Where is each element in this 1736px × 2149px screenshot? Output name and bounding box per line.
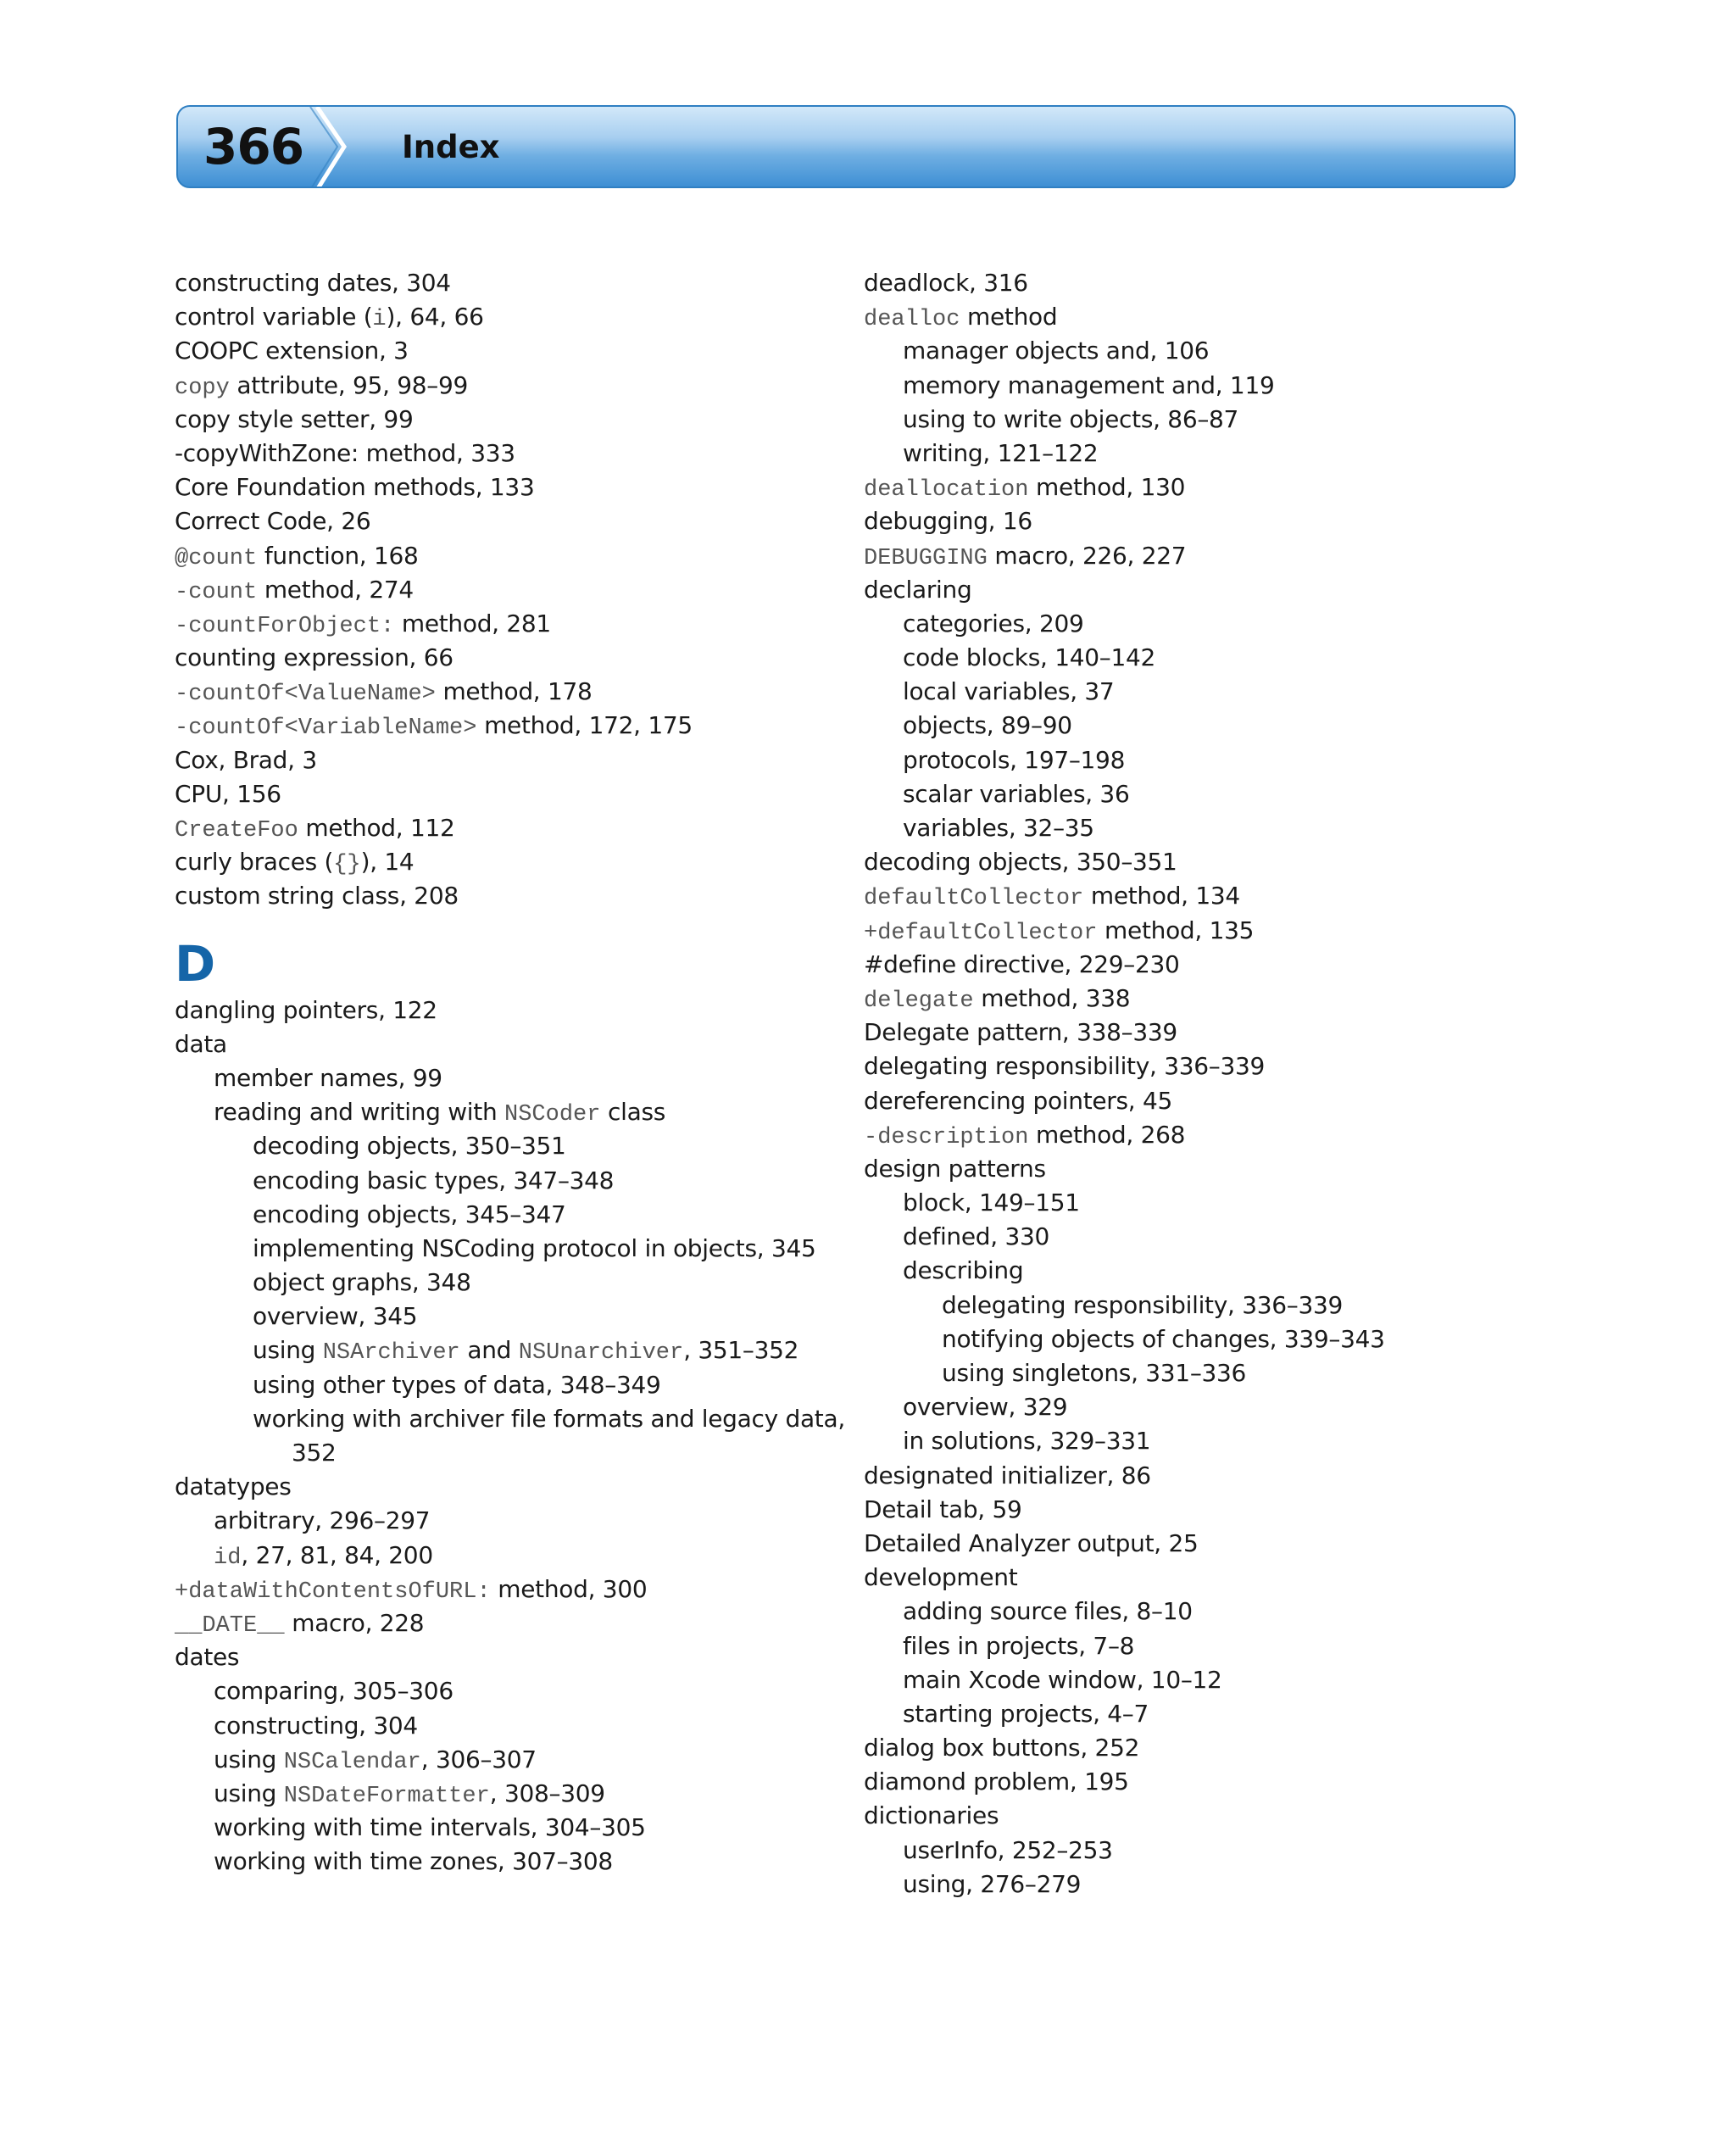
- entry-text: working with time zones, 307–308: [214, 1847, 613, 1876]
- index-entry: [864, 1799, 1627, 1833]
- index-entry: [864, 1595, 1627, 1628]
- index-entry: [864, 914, 1627, 948]
- index-entry: [864, 470, 1627, 504]
- entry-text: arbitrary, 296–297: [214, 1506, 431, 1535]
- entry-text: dictionaries: [864, 1801, 999, 1830]
- entry-text: encoding objects, 345–347: [253, 1200, 566, 1228]
- index-entry: [175, 1198, 819, 1232]
- index-entry: [864, 879, 1627, 913]
- entry-text: starting projects, 4–7: [903, 1699, 1149, 1728]
- entry-text: ), 14: [360, 848, 415, 877]
- entry-text: COOPC extension, 3: [175, 337, 409, 365]
- entry-text: method, 274: [257, 575, 414, 604]
- entry-text: using, 276–279: [903, 1869, 1082, 1898]
- entry-text: dates: [175, 1643, 240, 1672]
- index-entry: [864, 1663, 1627, 1697]
- entry-text: , 306–307: [420, 1745, 537, 1773]
- entry-text: using: [214, 1745, 284, 1773]
- entry-text: delegating responsibility, 336–339: [864, 1052, 1265, 1081]
- index-entry: [175, 1811, 819, 1845]
- index-entry: [864, 1322, 1627, 1356]
- entry-text: curly braces (: [175, 848, 334, 877]
- code-term: -countOf<ValueName>: [175, 682, 436, 708]
- entry-text: Detailed Analyzer output, 25: [864, 1528, 1199, 1557]
- entry-text: , 27, 81, 84, 200: [241, 1540, 433, 1569]
- code-term: -countForObject:: [175, 613, 395, 639]
- index-entry: [175, 1606, 819, 1640]
- entry-text: class: [600, 1098, 666, 1127]
- entry-text: macro, 226, 227: [987, 541, 1187, 570]
- entry-text: overview, 329: [903, 1393, 1068, 1422]
- entry-text: member names, 99: [214, 1063, 442, 1092]
- entry-text: Delegate pattern, 338–339: [864, 1018, 1177, 1047]
- entry-text: attribute, 95, 98–99: [229, 370, 469, 399]
- entry-text: counting expression, 66: [175, 643, 453, 672]
- entry-text: method, 338: [973, 983, 1131, 1012]
- code-term: NSArchiver: [322, 1340, 460, 1367]
- index-entry: [864, 403, 1627, 437]
- index-entry: [175, 1743, 819, 1777]
- entry-text: objects, 89–90: [903, 711, 1072, 740]
- entry-text: using: [214, 1779, 284, 1807]
- index-entry: [175, 994, 819, 1027]
- code-term: id: [214, 1545, 242, 1571]
- index-entry: [864, 1084, 1627, 1118]
- entry-text: method, 135: [1097, 916, 1255, 944]
- index-entry: [175, 1266, 819, 1300]
- code-term: {}: [333, 852, 361, 878]
- entry-text: method, 112: [298, 814, 455, 842]
- code-term: DEBUGGING: [864, 545, 988, 571]
- index-entry: [864, 1424, 1627, 1458]
- index-entry: [175, 470, 819, 504]
- index-entry: [864, 1289, 1627, 1322]
- entry-text: decoding objects, 350–351: [864, 848, 1177, 877]
- index-entry: [175, 811, 819, 845]
- index-entry: [864, 1459, 1627, 1493]
- code-term: copy: [175, 375, 230, 401]
- entry-text: encoding basic types, 347–348: [253, 1166, 615, 1194]
- entry-text: design patterns: [864, 1154, 1046, 1183]
- index-entry: [175, 504, 819, 538]
- entry-text: and: [459, 1336, 519, 1365]
- index-entry: [175, 300, 819, 334]
- entry-text: protocols, 197–198: [903, 745, 1126, 774]
- entry-text: adding source files, 8–10: [903, 1597, 1193, 1626]
- header-chevron-divider: [178, 107, 1516, 188]
- entry-text: describing: [903, 1256, 1024, 1285]
- code-term: NSCalendar: [283, 1749, 421, 1775]
- index-entry: [864, 607, 1627, 641]
- index-entry: [864, 709, 1627, 743]
- entry-text: macro, 228: [284, 1608, 425, 1637]
- index-entry: [864, 437, 1627, 470]
- section-title: Index: [402, 129, 500, 165]
- index-entry: [175, 1845, 819, 1879]
- index-entry: [175, 1436, 819, 1470]
- code-term: defaultCollector: [864, 886, 1084, 912]
- entry-text: deadlock, 316: [864, 269, 1028, 297]
- index-entry: [864, 1016, 1627, 1049]
- page-header-bar: [176, 105, 1516, 188]
- index-entry: [175, 1674, 819, 1708]
- index-entry: [864, 982, 1627, 1016]
- entry-text: categories, 209: [903, 609, 1084, 637]
- code-term: __DATE__: [175, 1612, 285, 1639]
- index-entry: [864, 845, 1627, 879]
- code-term: +defaultCollector: [864, 920, 1098, 946]
- index-entry: [175, 709, 819, 743]
- entry-text: code blocks, 140–142: [903, 643, 1155, 672]
- entry-text: Correct Code, 26: [175, 507, 371, 536]
- index-entry: [864, 675, 1627, 709]
- index-entry: [175, 607, 819, 641]
- entry-text: designated initializer, 86: [864, 1461, 1151, 1489]
- index-entry: [864, 1493, 1627, 1527]
- index-entry: [864, 743, 1627, 777]
- index-entry: [175, 845, 819, 879]
- index-entry: [864, 1220, 1627, 1254]
- index-entry: [864, 300, 1627, 334]
- entry-text: Cox, Brad, 3: [175, 745, 317, 774]
- entry-text: variables, 32–35: [903, 814, 1094, 842]
- page-number: 366: [203, 118, 304, 175]
- entry-text: using: [253, 1336, 323, 1365]
- index-entry: [175, 1709, 819, 1743]
- entry-text: datatypes: [175, 1473, 292, 1501]
- entry-text: defined, 330: [903, 1222, 1050, 1251]
- index-entry: [864, 573, 1627, 607]
- entry-text: files in projects, 7–8: [903, 1631, 1135, 1660]
- code-term: delegate: [864, 988, 974, 1014]
- entry-text: using to write objects, 86–87: [903, 404, 1239, 433]
- entry-text: , 351–352: [683, 1336, 799, 1365]
- entry-text: local variables, 37: [903, 677, 1115, 706]
- entry-text: method, 172, 175: [476, 711, 693, 740]
- code-term: NSCoder: [504, 1102, 601, 1128]
- index-entry: [175, 1640, 819, 1674]
- entry-text: -copyWithZone: method, 333: [175, 438, 515, 467]
- index-entry: [864, 1561, 1627, 1595]
- index-entry: [864, 1629, 1627, 1663]
- entry-text: memory management and, 119: [903, 370, 1275, 399]
- index-entry: [864, 1527, 1627, 1561]
- index-entry: [864, 948, 1627, 982]
- entry-text: userInfo, 252–253: [903, 1835, 1113, 1864]
- entry-text: in solutions, 329–331: [903, 1427, 1151, 1456]
- index-entry: [864, 1356, 1627, 1390]
- entry-text: debugging, 16: [864, 507, 1032, 536]
- index-entry: [175, 437, 819, 470]
- index-entry: [175, 1777, 819, 1811]
- code-term: NSDateFormatter: [283, 1783, 490, 1809]
- index-entry: [864, 1254, 1627, 1288]
- entry-text: diamond problem, 195: [864, 1768, 1129, 1796]
- entry-text: Detail tab, 59: [864, 1495, 1022, 1523]
- index-entry: [864, 777, 1627, 811]
- index-entry: [864, 811, 1627, 845]
- index-entry: [864, 1049, 1627, 1083]
- index-entry: [864, 369, 1627, 403]
- code-term: @count: [175, 545, 258, 571]
- entry-text: dialog box buttons, 252: [864, 1734, 1140, 1762]
- entry-text: notifying objects of changes, 339–343: [942, 1324, 1385, 1353]
- index-entry: [175, 1573, 819, 1606]
- index-entry: [864, 1697, 1627, 1731]
- index-entry: [175, 1368, 819, 1402]
- index-entry: [175, 1232, 819, 1266]
- index-entry: [864, 1118, 1627, 1152]
- entry-text: object graphs, 348: [253, 1268, 471, 1297]
- index-entry: [175, 1402, 845, 1436]
- index-entry: [864, 1390, 1627, 1424]
- index-entry: [864, 1834, 1627, 1868]
- index-entry: [175, 539, 819, 573]
- entry-text: #define directive, 229–230: [864, 949, 1180, 978]
- code-term: dealloc: [864, 307, 960, 333]
- entry-text: method, 268: [1028, 1120, 1186, 1149]
- index-entry: [175, 573, 819, 607]
- entry-text: function, 168: [257, 541, 419, 570]
- index-entry: [864, 1186, 1627, 1220]
- entry-text: method, 178: [435, 677, 593, 706]
- index-entry: [175, 1129, 819, 1163]
- entry-text: dangling pointers, 122: [175, 995, 437, 1024]
- entry-text: method, 281: [394, 609, 551, 637]
- entry-text: using singletons, 331–336: [942, 1359, 1247, 1387]
- code-term: NSUnarchiver: [518, 1340, 684, 1367]
- entry-text: working with time intervals, 304–305: [214, 1813, 646, 1842]
- entry-text: constructing dates, 304: [175, 269, 451, 297]
- entry-text: custom string class, 208: [175, 882, 459, 910]
- entry-text: ), 64, 66: [386, 303, 484, 331]
- entry-text: comparing, 305–306: [214, 1677, 453, 1706]
- entry-text: control variable (: [175, 303, 373, 331]
- index-entry: [175, 403, 819, 437]
- index-column-right: [864, 266, 1627, 1901]
- index-letter-heading: D: [175, 934, 216, 993]
- index-entry: [175, 1300, 819, 1333]
- index-entry: [864, 1152, 1627, 1186]
- index-entry: [175, 1027, 819, 1061]
- entry-text: dereferencing pointers, 45: [864, 1086, 1173, 1115]
- entry-text: method, 134: [1083, 882, 1240, 910]
- entry-text: decoding objects, 350–351: [253, 1132, 566, 1161]
- entry-text: working with archiver file formats and legacy data,: [253, 1404, 845, 1433]
- index-entry: [864, 1731, 1627, 1765]
- code-term: -count: [175, 579, 258, 605]
- index-entry: [864, 1868, 1627, 1901]
- index-entry: [175, 641, 819, 675]
- entry-text: constructing, 304: [214, 1711, 418, 1740]
- index-entry: [864, 539, 1627, 573]
- index-entry: [175, 1470, 819, 1504]
- index-entry: [175, 1504, 819, 1538]
- entry-text: method, 130: [1028, 473, 1186, 502]
- index-entry: [175, 675, 819, 709]
- index-entry: [864, 334, 1627, 368]
- entry-text: declaring: [864, 575, 972, 604]
- entry-text: implementing NSCoding protocol in objects, 345: [253, 1233, 816, 1262]
- code-term: i: [372, 307, 387, 333]
- entry-text: reading and writing with: [214, 1098, 505, 1127]
- index-entry: [175, 266, 819, 300]
- index-column-left: [175, 266, 845, 1879]
- index-entry: [864, 504, 1627, 538]
- code-term: CreateFoo: [175, 818, 298, 843]
- entry-text: 352: [292, 1439, 337, 1467]
- entry-text: writing, 121–122: [903, 438, 1099, 467]
- index-entry: [175, 879, 819, 913]
- entry-text: method, 300: [490, 1574, 648, 1603]
- entry-text: delegating responsibility, 336–339: [942, 1290, 1343, 1319]
- entry-text: development: [864, 1563, 1018, 1592]
- entry-text: main Xcode window, 10–12: [903, 1665, 1222, 1694]
- index-entry: [175, 1095, 819, 1129]
- entry-text: data: [175, 1029, 227, 1058]
- index-entry: [864, 266, 1627, 300]
- entry-text: Core Foundation methods, 133: [175, 473, 535, 502]
- entry-text: block, 149–151: [903, 1189, 1080, 1217]
- entry-text: method: [960, 303, 1058, 331]
- index-entry: [175, 1333, 819, 1367]
- code-term: -countOf<VariableName>: [175, 715, 477, 742]
- code-term: +dataWithContentsOfURL:: [175, 1578, 491, 1605]
- entry-text: , 308–309: [489, 1779, 605, 1807]
- code-term: -description: [864, 1124, 1029, 1150]
- index-entry: [175, 1164, 819, 1198]
- index-entry: [175, 777, 819, 811]
- entry-text: scalar variables, 36: [903, 779, 1130, 808]
- entry-text: copy style setter, 99: [175, 404, 414, 433]
- entry-text: CPU, 156: [175, 779, 281, 808]
- index-entry: [175, 743, 819, 777]
- code-term: deallocation: [864, 477, 1029, 504]
- entry-text: manager objects and, 106: [903, 337, 1210, 365]
- index-entry: [175, 1061, 819, 1095]
- index-entry: [175, 1539, 819, 1573]
- index-entry: [175, 369, 819, 403]
- index-entry: [864, 641, 1627, 675]
- index-entry: [864, 1765, 1627, 1799]
- index-entry: [175, 334, 819, 368]
- entry-text: using other types of data, 348–349: [253, 1370, 661, 1399]
- entry-text: overview, 345: [253, 1302, 418, 1331]
